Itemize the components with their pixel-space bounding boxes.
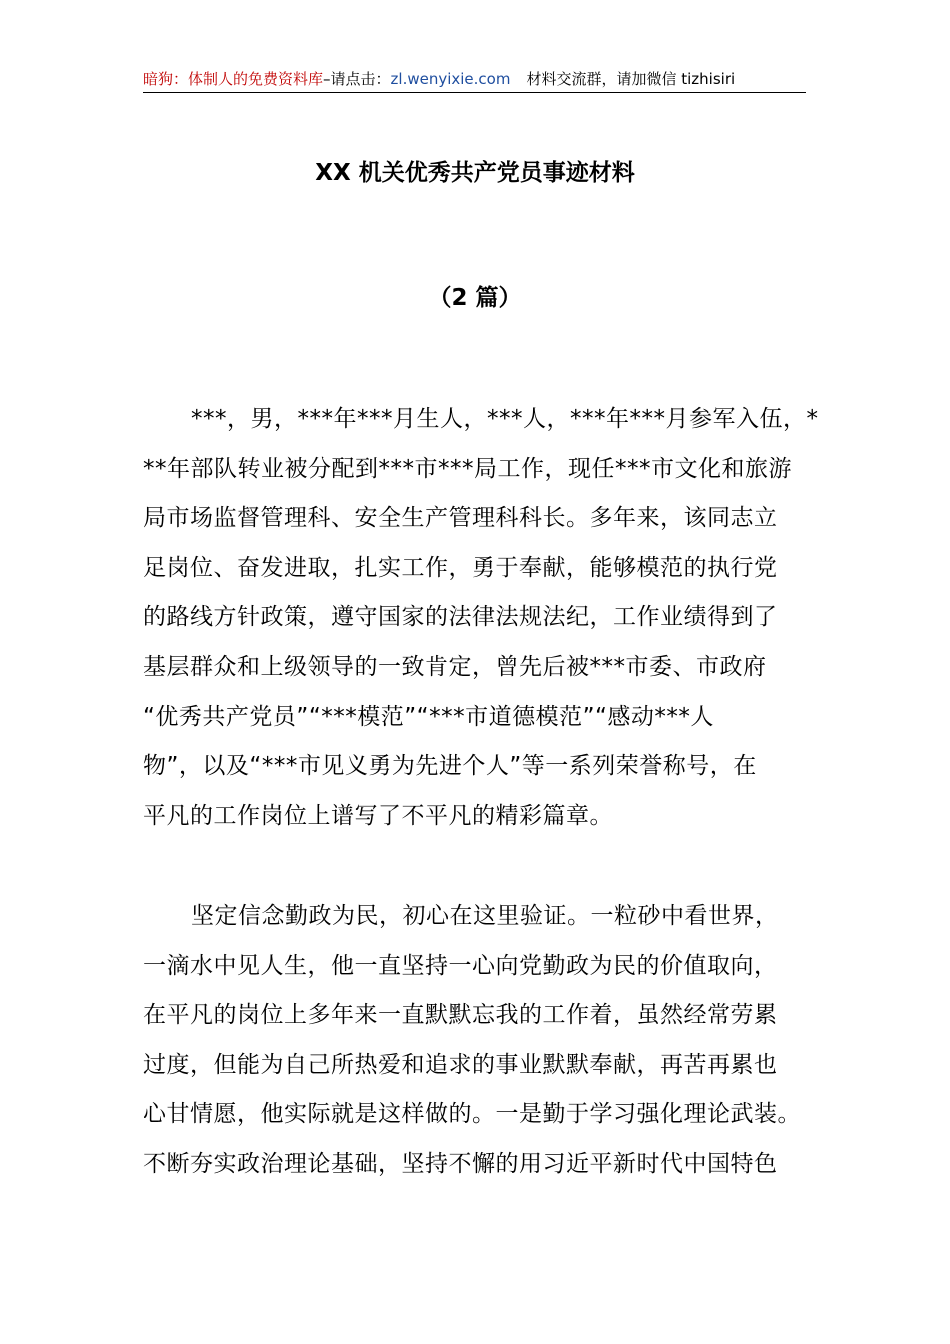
paragraph-line: 坚定信念勤政为民，初心在这里验证。一粒砂中看世界， — [191, 903, 779, 929]
paragraph-line: 心甘情愿，他实际就是这样做的。一是勤于学习强化理论武装。 — [143, 1101, 801, 1128]
paragraph-line: 不断夯实政治理论基础，坚持不懈的用习近平新时代中国特色 — [143, 1150, 778, 1177]
page-header — [143, 66, 806, 93]
paragraph-line: 在平凡的岗位上多年来一直默默忘我的工作着，虽然经常劳累 — [143, 1002, 778, 1029]
header-group-note: 材料交流群，请加微信 tizhisiri — [526, 70, 736, 88]
paragraph-line: 足岗位、奋发进取，扎实工作，勇于奉献，能够模范的执行党 — [143, 554, 778, 581]
paragraph-2 — [143, 892, 815, 1190]
paragraph-line: “优秀共产党员”“***模范”“***市道德模范”“感动***人 — [143, 703, 714, 730]
paragraph-line: 物”，以及“***市见义勇为先进个人”等一系列荣誉称号，在 — [143, 753, 757, 780]
paragraph-line: 平凡的工作岗位上谱写了不平凡的精彩篇章。 — [143, 802, 613, 829]
paragraph-line: **年部队转业被分配到***市***局工作，现任***市文化和旅游 — [143, 455, 792, 482]
document-subtitle: （2 篇） — [428, 285, 522, 311]
header-click-label: –请点击： — [323, 70, 391, 88]
header-link[interactable]: zl.wenyixie.com — [390, 70, 511, 88]
paragraph-line: 过度，但能为自己所热爱和追求的事业默默奉献，再苦再累也 — [143, 1051, 778, 1078]
header-brand: 暗狗：体制人的免费资料库 — [143, 70, 324, 88]
paragraph-line: ***，男，***年***月生人，***人，***年***月参军入伍，* — [191, 406, 819, 432]
paragraph-line: 一滴水中见人生，他一直坚持一心向党勤政为民的价值取向， — [143, 952, 778, 979]
document-title: XX 机关优秀共产党员事迹材料 — [315, 160, 635, 186]
paragraph-line: 基层群众和上级领导的一致肯定，曾先后被***市委、市政府 — [143, 653, 767, 680]
paragraph-line: 的路线方针政策，遵守国家的法律法规法纪，工作业绩得到了 — [143, 604, 778, 631]
paragraph-1 — [143, 395, 819, 841]
paragraph-line: 局市场监督管理科、安全生产管理科科长。多年来，该同志立 — [143, 505, 778, 532]
